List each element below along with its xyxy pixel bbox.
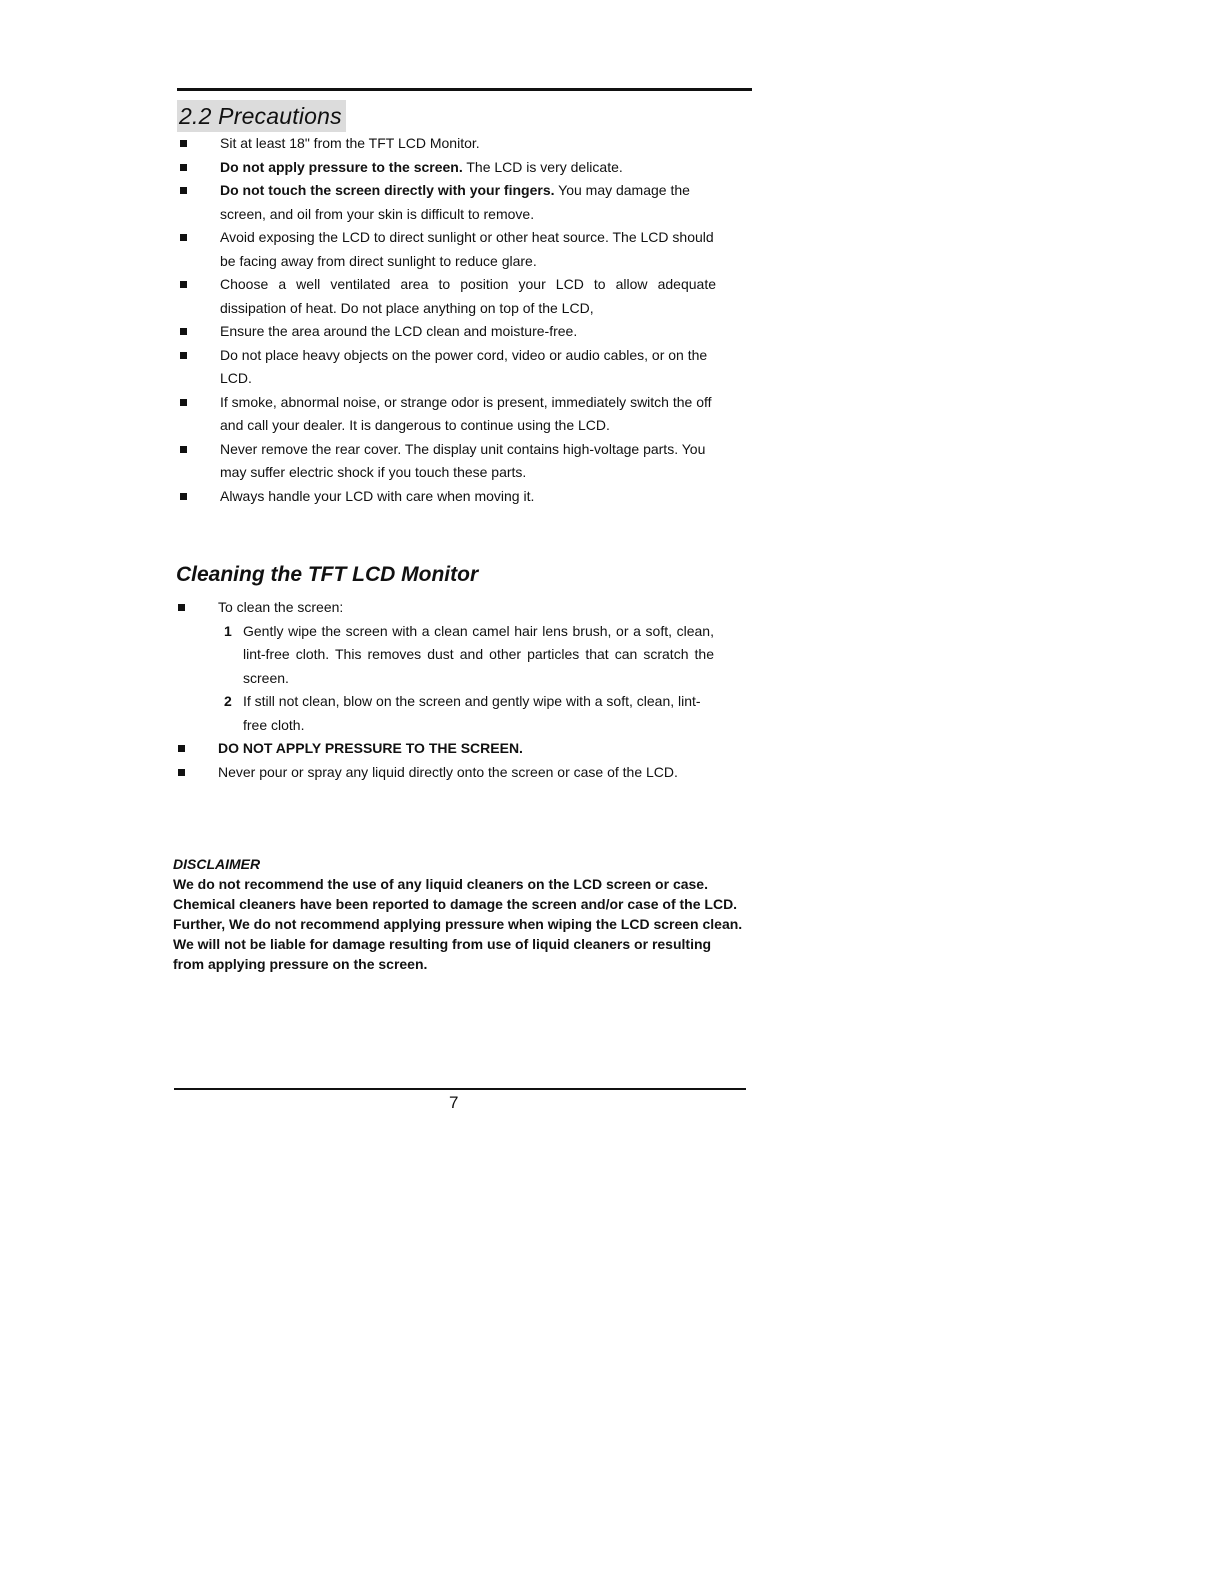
step-item	[218, 690, 714, 737]
list-item: Do not place heavy objects on the power cord, video or audio cables, or on the LCD.	[176, 344, 716, 391]
cleaning-intro: To clean the screen:	[218, 599, 344, 615]
square-bullet-icon	[178, 604, 185, 611]
cleaning-list	[174, 596, 714, 784]
list-item: Always handle your LCD with care when moving it.	[176, 485, 716, 509]
square-bullet-icon	[180, 164, 187, 171]
bottom-rule	[174, 1088, 746, 1090]
square-bullet-icon	[180, 446, 187, 453]
list-item	[174, 737, 714, 761]
list-item	[174, 761, 714, 785]
section-title: 2.2 Precautions	[177, 100, 346, 132]
square-bullet-icon	[178, 769, 185, 776]
square-bullet-icon	[180, 493, 187, 500]
page-number: 7	[449, 1093, 459, 1112]
square-bullet-icon	[180, 281, 187, 288]
list-item: Sit at least 18" from the TFT LCD Monitor.	[176, 132, 716, 156]
square-bullet-icon	[180, 234, 187, 241]
list-item: Avoid exposing the LCD to direct sunlight or other heat source. The LCD should be facing away from direct sunlight to reduce glare.	[176, 226, 716, 273]
square-bullet-icon	[180, 140, 187, 147]
top-rule	[177, 88, 752, 91]
precautions-list	[176, 132, 716, 508]
disclaimer-title: DISCLAIMER	[173, 856, 261, 872]
list-item: If smoke, abnormal noise, or strange odor is present, immediately switch the off and call your dealer. It is dangerous to continue using the LCD.	[176, 391, 716, 438]
step-text: Gently wipe the screen with a clean camel hair lens brush, or a soft, clean, lint-free cloth. This removes dust and other particles that can scratch the screen.	[243, 622, 714, 686]
step-text: If still not clean, blow on the screen and gently wipe with a soft, clean, lint-free cloth.	[243, 693, 701, 733]
square-bullet-icon	[180, 328, 187, 335]
list-item: Never remove the rear cover. The display unit contains high-voltage parts. You may suffer electric shock if you touch these parts.	[176, 438, 716, 485]
disclaimer	[173, 854, 743, 974]
square-bullet-icon	[178, 745, 185, 752]
list-item: Do not touch the screen directly with your fingers. You may damage the screen, and oil from your skin is difficult to remove.	[176, 179, 716, 226]
list-item	[174, 596, 714, 737]
cleaning-warning: DO NOT APPLY PRESSURE TO THE SCREEN.	[218, 740, 523, 756]
list-item: Choose a well ventilated area to position your LCD to allow adequate dissipation of heat. Do not place anything on top of the LCD,	[176, 273, 716, 320]
cleaning-heading: Cleaning the TFT LCD Monitor	[176, 563, 479, 586]
list-item: Ensure the area around the LCD clean and moisture-free.	[176, 320, 716, 344]
square-bullet-icon	[180, 352, 187, 359]
square-bullet-icon	[180, 399, 187, 406]
step-number: 2	[224, 693, 232, 709]
cleaning-steps	[218, 620, 714, 738]
square-bullet-icon	[180, 187, 187, 194]
step-number: 1	[224, 622, 232, 639]
list-item: Do not apply pressure to the screen. The LCD is very delicate.	[176, 156, 716, 180]
disclaimer-body: We do not recommend the use of any liquid cleaners on the LCD screen or case. Chemical cleaners have been reported to damage the screen and/or case of the LCD. Further, We do not recommend applying pressure when wiping the LCD screen clean. We will not be liable for damage resulting from use of liquid cleaners or resulting from applying pressure on the screen.	[173, 876, 743, 972]
cleaning-note: Never pour or spray any liquid directly onto the screen or case of the LCD.	[218, 763, 678, 780]
step-item	[218, 620, 714, 691]
